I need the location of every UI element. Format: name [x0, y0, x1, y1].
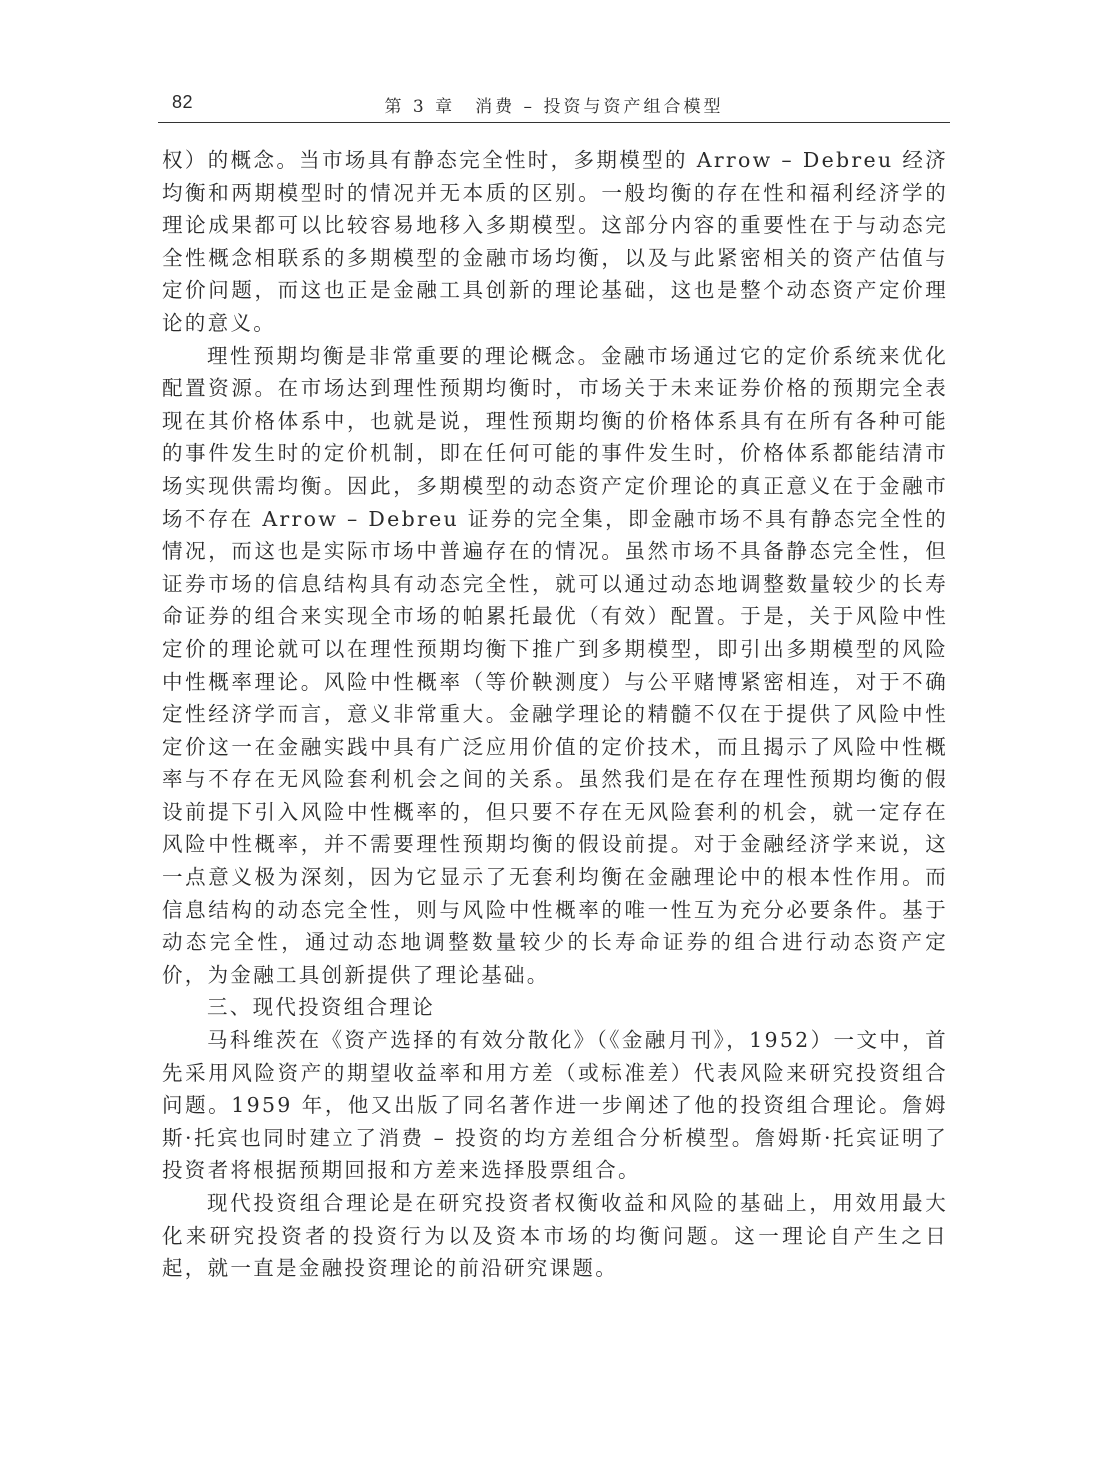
chapter-title: 第 3 章 消费 – 投资与资产组合模型 — [384, 97, 724, 117]
paragraph-portfolio-theory: 现代投资组合理论是在研究投资者权衡收益和风险的基础上，用效用最大化来研究投资者的投资行为以及资本市场的均衡问题。这一理论自产生之日起，就一直是金融投资理论的前沿研究课题。 — [162, 1191, 948, 1281]
paragraph-rational-expectations: 理性预期均衡是非常重要的理论概念。金融市场通过它的定价系统来优化配置资源。在市场达到理性预期均衡时，市场关于未来证券价格的预期完全表现在其价格体系中，也就是说，理性预期均衡的价格体系具有在所有各种可能的事件发生时的定价机制，即在任何可能的事件发生时，价格体系都能结清市场实现供需均衡。因此，多期模型的动态资产定价理论的真正意义在于金融市场不存在 Arrow – Debreu 证券的完全集，即金融市场不具有静态完全性的情况，而这也是实际市场中普遍存在的情况。虽然市场不具备静态完全性，但证券市场的信息结构具有动态完全性，就可以通过动态地调整数量较少的长寿命证券的组合来实现全市场的帕累托最优（有效）配置。于是，关于风险中性定价的理论就可以在理性预期均衡下推广到多期模型，即引出多期模型的风险中性概率理论。风险中性概率（等价鞅测度）与公平赌博紧密相连，对于不确定性经济学而言，意义非常重大。金融学理论的精髓不仅在于提供了风险中性定价这一在金融实践中具有广泛应用价值的定价技术，而且揭示了风险中性概率与不存在无风险套利机会之间的关系。虽然我们是在存在理性预期均衡的假设前提下引入风险中性概率的，但只要不存在无风险套利的机会，就一定存在风险中性概率，并不需要理性预期均衡的假设前提。对于金融经济学来说，这一点意义极为深刻，因为它显示了无套利均衡在金融理论中的根本性作用。而信息结构的动态完全性，则与风险中性概率的唯一性互为充分必要条件。基于动态完全性，通过动态地调整数量较少的长寿命证券的组合进行动态资产定价，为金融工具创新提供了理论基础。 — [162, 343, 948, 987]
paragraph-continuation: 权）的概念。当市场具有静态完全性时，多期模型的 Arrow – Debreu 经济均衡和两期模型时的情况并无本质的区别。一般均衡的存在性和福利经济学的理论成果都可以比较容易地移入多期模型。这部分内容的重要性在于与动态完全性概念相联系的多期模型的金融市场均衡，以及与此紧密相关的资产估值与定价问题，而这也正是金融工具创新的理论基础，这也是整个动态资产定价理论的意义。 — [162, 148, 948, 335]
page-number: 82 — [172, 92, 194, 112]
running-header — [158, 86, 950, 123]
body-text — [162, 144, 948, 1285]
paragraph-markowitz: 马科维茨在《资产选择的有效分散化》（《金融月刊》，1952）一文中，首先采用风险资产的期望收益率和用方差（或标准差）代表风险来研究投资组合问题。1959 年，他又出版了同名著作进一步阐述了他的投资组合理论。詹姆斯·托宾也同时建立了消费 – 投资的均方差组合分析模型。詹姆斯·托宾证明了投资者将根据预期回报和方差来选择股票组合。 — [162, 1028, 948, 1183]
section-heading: 三、现代投资组合理论 — [207, 995, 435, 1020]
